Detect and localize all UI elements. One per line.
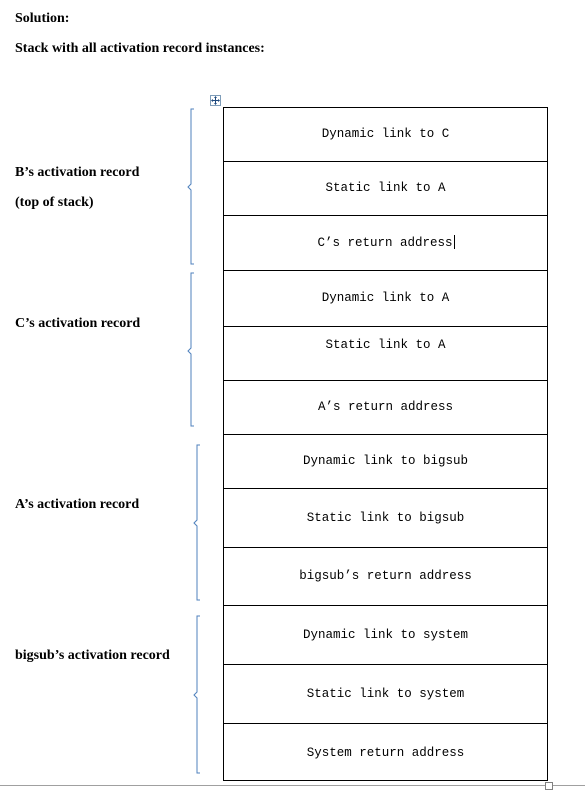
- cell-text: Dynamic link to system: [302, 628, 469, 642]
- cell-text: Static link to A: [325, 338, 446, 352]
- cell-text: Static link to bigsub: [306, 511, 465, 525]
- cell-text: A’s return address: [317, 400, 454, 414]
- cell-c-return-address[interactable]: [223, 380, 548, 434]
- c-record-brace: [185, 272, 197, 428]
- c-record-label-line: C’s activation record: [15, 316, 141, 331]
- text-cursor: [454, 235, 455, 249]
- b-record-brace: [185, 108, 197, 266]
- cell-bigsub-return-address[interactable]: [223, 723, 548, 780]
- cell-b-return-address[interactable]: [223, 215, 548, 270]
- cell-text: Static link to A: [325, 181, 446, 195]
- cell-text: Static link to system: [306, 687, 465, 701]
- a-activation-record-label: [15, 490, 139, 520]
- cell-c-dynamic-link[interactable]: [223, 270, 548, 326]
- table-resize-handle-icon[interactable]: [545, 782, 553, 790]
- cell-c-static-link[interactable]: [223, 326, 548, 380]
- a-record-label-line: A’s activation record: [15, 497, 140, 512]
- cell-text: C’s return address: [317, 236, 453, 250]
- bigsub-activation-record-label: [15, 641, 170, 671]
- cell-bigsub-dynamic-link[interactable]: [223, 605, 548, 664]
- cell-a-dynamic-link[interactable]: [223, 434, 548, 488]
- a-record-brace: [191, 444, 203, 602]
- bigsub-record-label-line: bigsub’s activation record: [15, 648, 170, 663]
- c-activation-record-label: [15, 309, 140, 339]
- cell-text: Dynamic link to C: [321, 127, 450, 141]
- cell-bigsub-static-link[interactable]: [223, 664, 548, 723]
- cell-a-static-link[interactable]: [223, 488, 548, 547]
- stack-bottom-border: [223, 780, 548, 781]
- page-bottom-rule: [0, 785, 585, 786]
- solution-heading: Solution:: [15, 11, 70, 26]
- b-activation-record-label: [15, 158, 139, 218]
- cell-a-return-address[interactable]: [223, 547, 548, 605]
- table-move-handle-icon[interactable]: [210, 95, 221, 106]
- cell-text: bigsub’s return address: [299, 569, 472, 583]
- b-record-top-of-stack-label: (top of stack): [15, 195, 94, 210]
- cell-text: System return address: [306, 746, 465, 760]
- stack-subtitle: Stack with all activation record instances:: [15, 41, 265, 56]
- bigsub-record-brace: [191, 615, 203, 775]
- cell-b-static-link[interactable]: [223, 161, 548, 215]
- cell-text-with-caret: [224, 235, 547, 250]
- cell-text: Dynamic link to bigsub: [302, 454, 469, 468]
- cell-b-dynamic-link[interactable]: [223, 107, 548, 161]
- b-record-label-line: B’s activation record: [15, 165, 140, 180]
- cell-text: Dynamic link to A: [321, 291, 450, 305]
